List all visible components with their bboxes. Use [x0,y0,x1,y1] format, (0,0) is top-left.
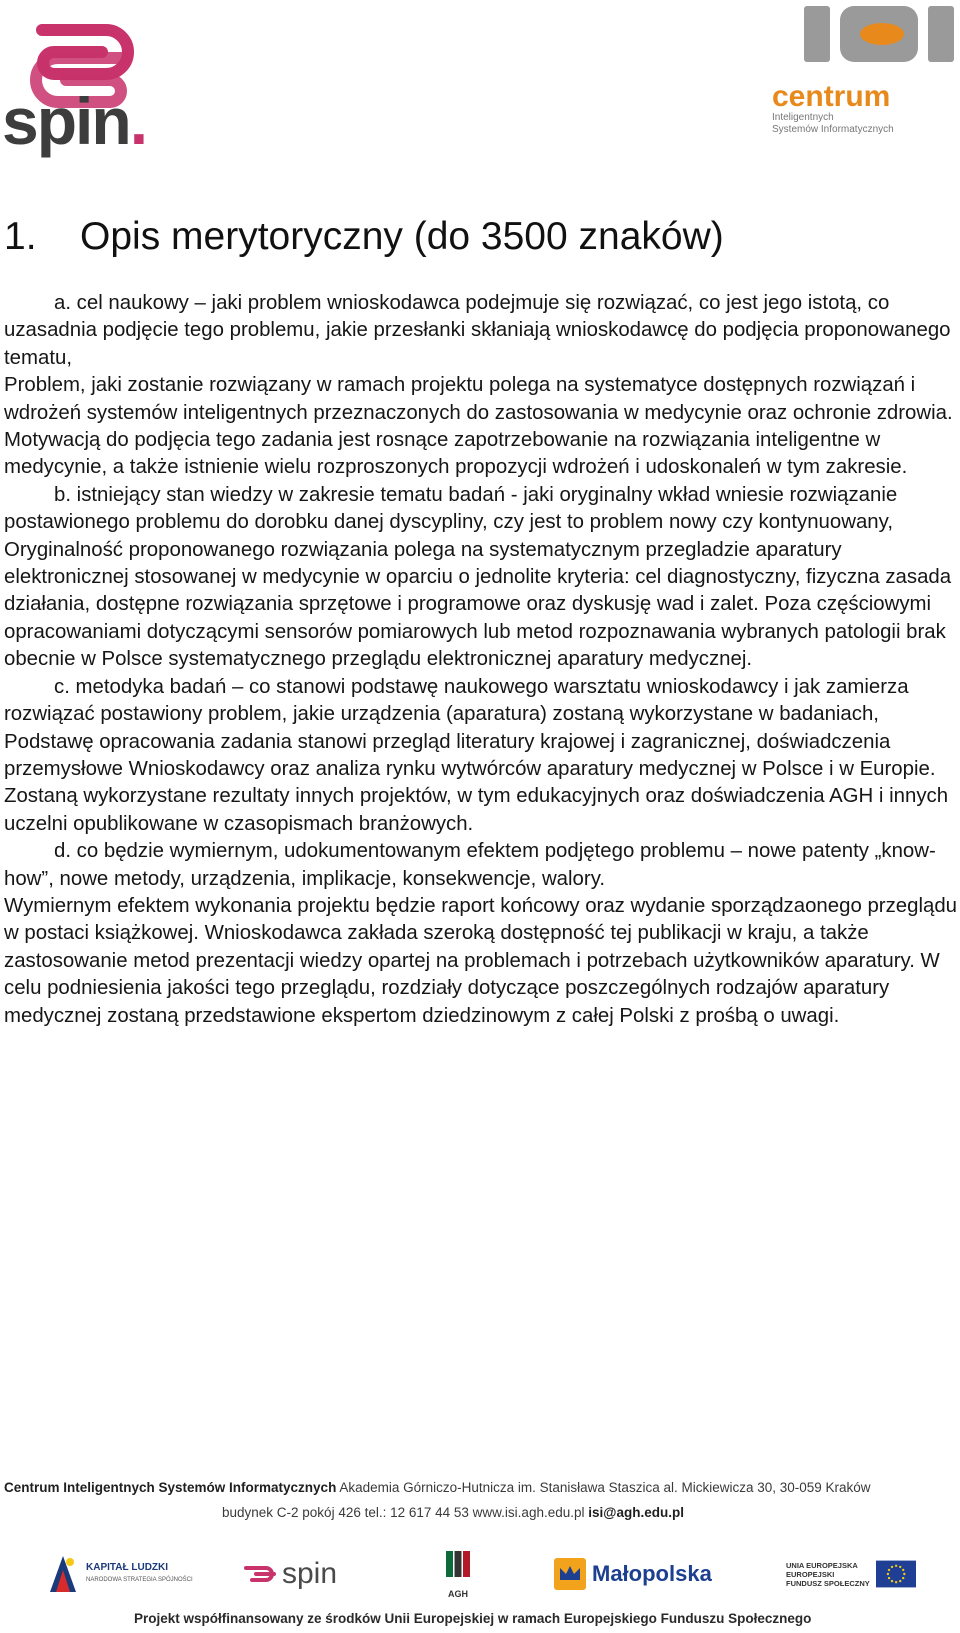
eu-label-1: UNIA EUROPEJSKA [786,1560,858,1570]
answer-d: Wymiernym efektem wykonania projektu będzie raport końcowy oraz wydanie sporządzaonego przeglądu w postaci książkowej. Wnioskodawca zakłada szeroką dostępność tej publikacji w kraju, a także zastosowanie metod prezentacji wiedzy opartej na problemach i potrzebach użytkowników aparatury. W celu podniesienia jakości tego przeglądu, rozdziały dotyczące poszczególnych rodzajów aparatury medycznej zostaną przedstawione ekspertom dziedzinowym z całej Polski z prośbą o uwagi. [4,894,958,1027]
eu-flag-icon [876,1556,916,1592]
spin-logo-text: spin [2,84,130,158]
eu-label-3: FUNDUSZ SPOŁECZNY [786,1578,870,1588]
question-d: d. co będzie wymiernym, udokumentowanym efektem podjętego problemu – nowe patenty „know-how”, nowe metody, urządzenia, implikacje, konsekwencje, walory. [4,840,936,890]
spin-small-paperclip-icon [242,1562,278,1586]
spin-footer-logo [242,1544,362,1604]
footer-address: Akademia Górniczo-Hutnicza im. Stanisława Staszica al. Mickiewicza 30, 30-059 Kraków [339,1480,871,1495]
footer-funding-note: Projekt współfinansowany ze środków Unii Europejskiej w ramach Europejskiego Funduszu Społecznego [134,1611,812,1626]
section-title: Opis merytoryczny (do 3500 znaków) [80,215,724,258]
spin-footer-text: spin [282,1557,338,1590]
isi-centrum-logo [772,0,958,150]
isi-logo-subtitle-2: Systemów Informatycznych [772,124,894,135]
malopolska-label: Małopolska [592,1561,712,1586]
eu-label-2: EUROPEJSKI [786,1569,835,1579]
malopolska-logo [554,1544,734,1604]
answer-c: Podstawę opracowania zadania stanowi przegląd literatury krajowej i zagranicznej, doświadczenia przemysłowe Wnioskodawcy oraz analiza rynku wytwórców aparatury medycznej w Polsce i w Europie. Zostaną wykorzystane rezultaty innych projektów, w tym edukacyjnych oraz doświadczenia AGH i innych uczelni opublikowane w czasopismach branżowych. [4,730,949,835]
answer-b: Oryginalność proponowanego rozwiązania polega na systematycznym przegladzie aparatury elektronicznej stosowanej w medycynie w oparciu o jednolite kryteria: cel diagnostyczny, fizyczna zasada działania, dostępne rozwiązania sprzętowe i programowe oraz dyskusję wad i zalet. Poza częściowymi opracowaniami dotyczącymi sensorów pomiarowych lub metod rozpoznawania wybranych patologii brak obecnie w Polsce systematycznego przeglądu elektronicznej aparatury medycznej. [4,538,952,671]
kapital-ludzki-logo [46,1544,196,1604]
page-footer [0,1470,960,1633]
footer-address-line [4,1480,958,1495]
isi-logo-name: centrum [772,80,891,113]
spin-logo-dot: . [129,84,147,158]
isi-logo-subtitle-1: Inteligentnych [772,112,834,123]
spin-logo [2,8,162,158]
answer-a: Problem, jaki zostanie rozwiązany w ramach projektu polega na systematyce dostępnych rozwiązań i wdrożeń systemów inteligentnych przeznaczonych do zastosowania w medycynie oraz ochronie zdrowia. Motywacją do podjęcia tego zadania jest rosnące zapotrzebowanie na rozwiązania inteligentne w medycynie, a także istnienie wielu rozproszonych propozycji wdrożeń i udoskonaleń w tym zakresie. [4,374,953,479]
question-a: a. cel naukowy – jaki problem wnioskodawca podejmuje się rozwiązać, co jest jego istotą, co uzasadnia podjęcie tego problemu, jakie przesłanki skłaniają wnioskodawcę do podjęcia proponowanego tematu, [4,292,951,369]
kapital-ludzki-subtitle: NARODOWA STRATEGIA SPÓJNOŚCI [86,1577,193,1583]
isi-icon [802,0,958,70]
kapital-ludzki-icon [46,1552,80,1596]
section-number: 1. [4,215,37,258]
question-b: b. istniejący stan wiedzy w zakresie tematu badań - jaki oryginalny wkład wniesie rozwiązanie postawionego problemu do dorobku danej dyscypliny, czy jest to problem nowy czy kontynuowany, [4,483,898,534]
question-c: c. metodyka badań – co stanowi podstawę naukowego warsztatu wnioskodawcy i jak zamierza rozwiązać postawiony problem, jakie urządzenia (aparatura) zostaną wykorzystane w badaniach, [4,675,909,726]
eu-logo [786,1544,916,1604]
agh-emblem-icon [444,1549,472,1589]
footer-contact-line [222,1505,684,1520]
malopolska-crown-icon [554,1558,586,1590]
section-heading [4,212,944,262]
kapital-ludzki-title: KAPITAŁ LUDZKI [86,1562,169,1573]
footer-email: isi@agh.edu.pl [588,1505,684,1520]
footer-room-phone-web: budynek C-2 pokój 426 tel.: 12 617 44 53 www.isi.agh.edu.pl [222,1505,585,1520]
document-body [4,290,960,1030]
agh-logo [438,1544,478,1604]
footer-org-name: Centrum Inteligentnych Systemów Informatycznych [4,1480,337,1495]
agh-label: AGH [448,1589,468,1599]
